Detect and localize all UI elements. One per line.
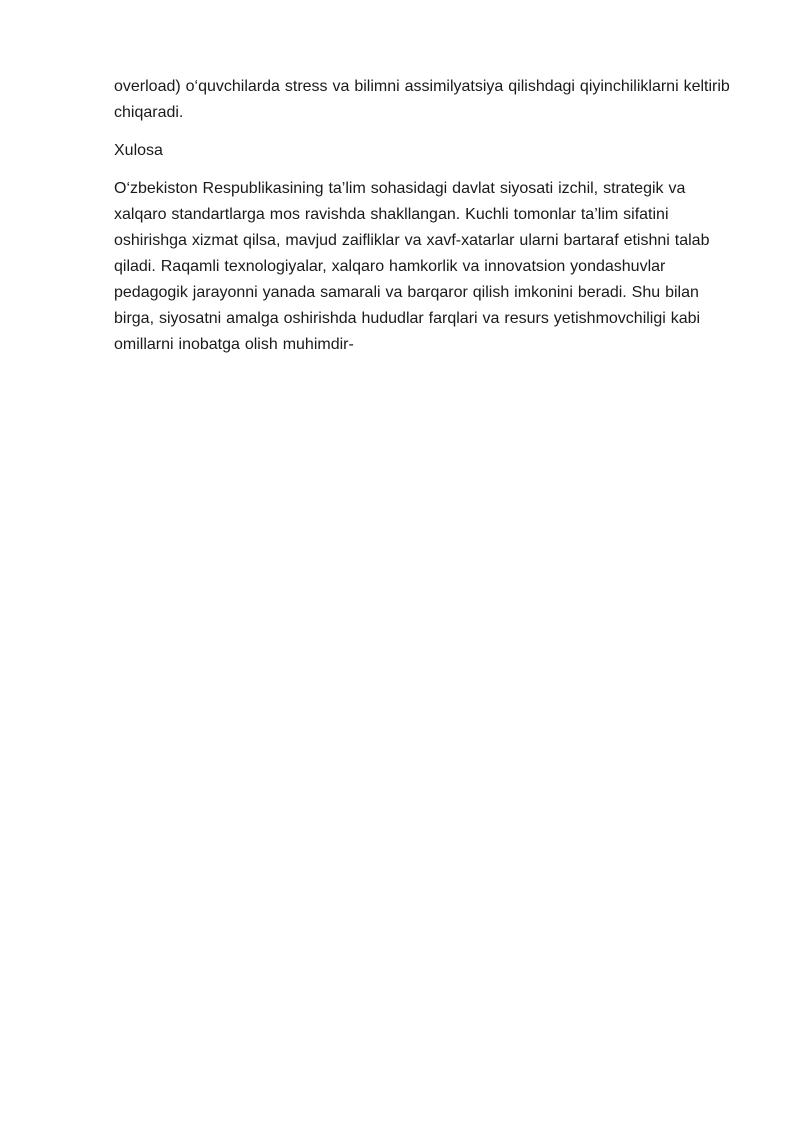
continuation-paragraph: overload) o‘quvchilarda stress va bilimni assimilyatsiya qilishdagi qiyinchiliklarni keltirib chiqaradi.	[114, 78, 730, 121]
section-heading: Xulosa	[114, 142, 163, 159]
document-body	[114, 74, 730, 370]
conclusion-paragraph: O‘zbekiston Respublikasining ta’lim sohasidagi davlat siyosati izchil, strategik va xalqaro standartlarga mos ravishda shakllangan. Kuchli tomonlar ta’lim sifatini oshirishga xizmat qilsa, mavjud zaifliklar va xavf-xatarlar ularni bartaraf etishni talab qiladi. Raqamli texnologiyalar, xalqaro hamkorlik va innovatsion yondashuvlar pedagogik jarayonni yanada samarali va barqaror qilish imkonini beradi. Shu bilan birga, siyosatni amalga oshirishda hududlar farqlari va resurs yetishmovchiligi kabi omillarni inobatga olish muhimdir-	[114, 180, 710, 353]
